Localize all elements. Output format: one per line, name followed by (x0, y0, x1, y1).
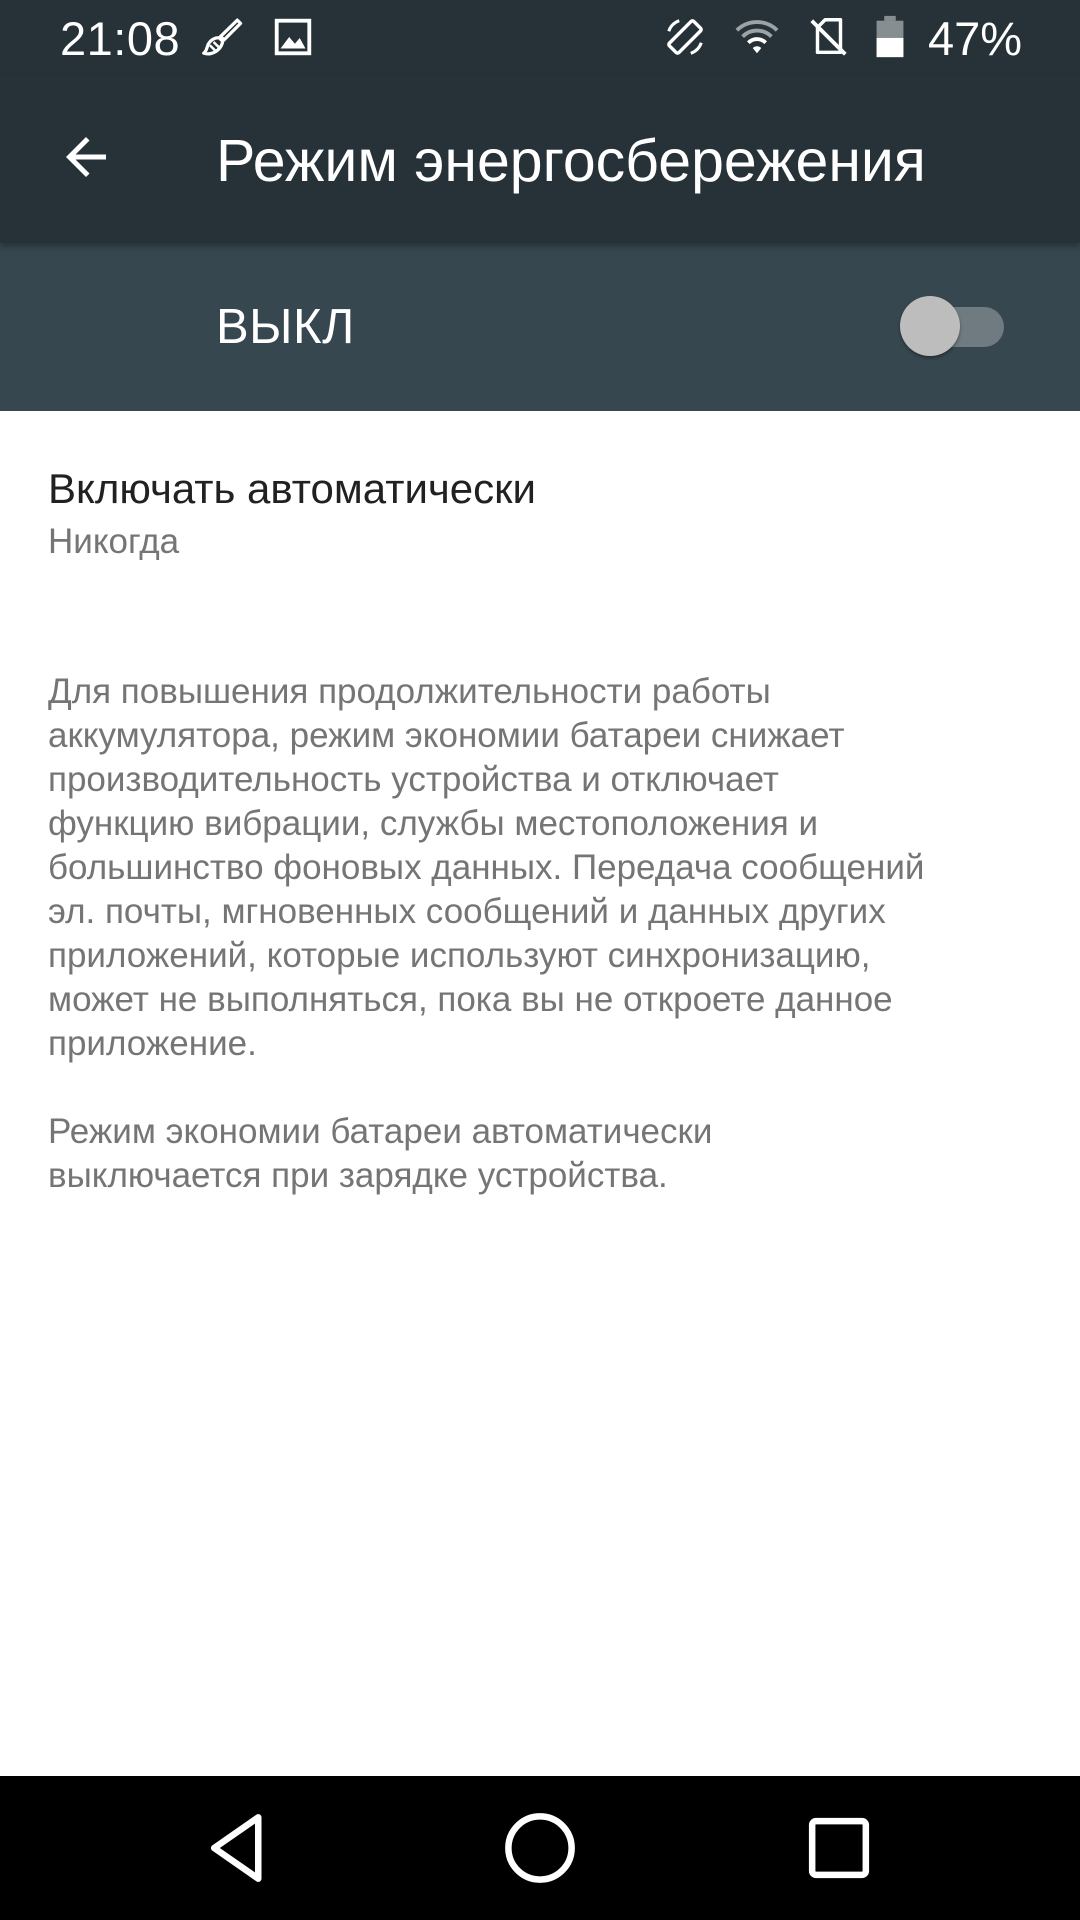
preference-summary: Никогда (48, 522, 180, 561)
no-sim-icon (806, 14, 852, 60)
back-button[interactable] (44, 115, 128, 199)
arrow-back-icon (56, 127, 116, 187)
nav-back-button[interactable] (195, 1802, 287, 1894)
image-icon (270, 14, 316, 60)
status-bar (0, 0, 1080, 75)
brush-icon (198, 14, 244, 60)
auto-enable-preference[interactable] (0, 411, 1080, 601)
screen-rotation-icon (662, 14, 708, 60)
switch-state-label: ВЫКЛ (216, 300, 355, 354)
battery-percentage: 47% (928, 12, 1023, 65)
description-paragraph-1: Для повышения продолжительности работы аккумулятора, режим экономии батареи снижает производительность устройства и отключает функцию вибрации, службы местоположения и большинство фоновых данных. Передача сообщений эл. почты, мгновенных сообщений и данных других приложений, которые используют синхронизацию, может не выполняться, пока вы не откроете данное приложение. (48, 672, 925, 1063)
battery-saver-toggle[interactable] (900, 296, 1008, 358)
navigation-bar (0, 1776, 1080, 1920)
toggle-thumb (900, 296, 960, 356)
status-time: 21:08 (60, 12, 181, 65)
nav-recents-button[interactable] (793, 1802, 885, 1894)
battery-icon (870, 14, 910, 60)
recents-square-icon (793, 1802, 885, 1894)
preference-title: Включать автоматически (48, 465, 537, 512)
app-bar (0, 75, 1080, 243)
nav-home-button[interactable] (494, 1802, 586, 1894)
back-triangle-icon (195, 1802, 287, 1894)
wifi-icon (734, 14, 780, 60)
page-title: Режим энергосбережения (216, 128, 926, 194)
description (48, 670, 1048, 1242)
home-circle-icon (494, 1802, 586, 1894)
description-paragraph-2: Режим экономии батареи автоматически выключается при зарядке устройства. (48, 1112, 713, 1195)
